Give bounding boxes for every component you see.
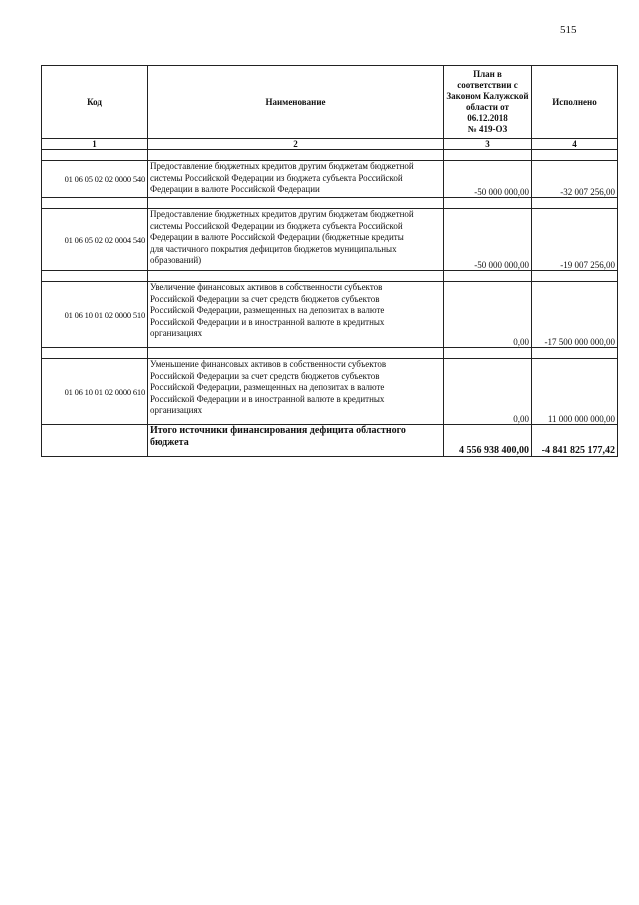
- column-number-3: 3: [444, 139, 532, 150]
- row-executed: -19 007 256,00: [532, 209, 618, 271]
- column-number-row: [42, 139, 618, 150]
- total-name: Итого источники финансирования дефицита областного бюджета: [148, 425, 444, 457]
- table-row: [42, 209, 618, 271]
- header-plan: План в соответствии с Законом Калужской области от 06.12.2018 № 419-ОЗ: [444, 66, 532, 139]
- spacer-row: [42, 348, 618, 359]
- row-name: Уменьшение финансовых активов в собственности субъектов Российской Федерации за счет средств бюджетов субъектов Российской Федерации, размещенных на депозитах в валюте Российской Федерации и в иностранной валюте в кредитных организациях: [148, 359, 444, 425]
- row-executed: 11 000 000 000,00: [532, 359, 618, 425]
- row-name: Предоставление бюджетных кредитов другим бюджетам бюджетной системы Российской Федерации из бюджета субъекта Российской Федерации в валюте Российской Федерации: [148, 161, 444, 198]
- row-code: 01 06 10 01 02 0000 510: [42, 282, 148, 348]
- header-executed: Исполнено: [532, 66, 618, 139]
- header-code: Код: [42, 66, 148, 139]
- table-row: [42, 359, 618, 425]
- page-number: 515: [560, 24, 577, 36]
- row-plan: -50 000 000,00: [444, 209, 532, 271]
- row-plan: -50 000 000,00: [444, 161, 532, 198]
- spacer-row: [42, 150, 618, 161]
- table-row: [42, 161, 618, 198]
- row-plan: 0,00: [444, 282, 532, 348]
- total-code: [42, 425, 148, 457]
- table-row: [42, 282, 618, 348]
- total-executed: -4 841 825 177,42: [532, 425, 618, 457]
- header-name: Наименование: [148, 66, 444, 139]
- column-number-1: 1: [42, 139, 148, 150]
- row-code: 01 06 05 02 02 0004 540: [42, 209, 148, 271]
- row-code: 01 06 10 01 02 0000 610: [42, 359, 148, 425]
- budget-sources-table: [41, 65, 618, 457]
- row-code: 01 06 05 02 02 0000 540: [42, 161, 148, 198]
- header-row: [42, 66, 618, 139]
- row-executed: -32 007 256,00: [532, 161, 618, 198]
- spacer-row: [42, 271, 618, 282]
- column-number-4: 4: [532, 139, 618, 150]
- row-name: Увеличение финансовых активов в собственности субъектов Российской Федерации за счет средств бюджетов субъектов Российской Федерации, размещенных на депозитах в валюте Российской Федерации и в иностранной валюте в кредитных организациях: [148, 282, 444, 348]
- spacer-row: [42, 198, 618, 209]
- row-plan: 0,00: [444, 359, 532, 425]
- total-row: [42, 425, 618, 457]
- row-name: Предоставление бюджетных кредитов другим бюджетам бюджетной системы Российской Федерации из бюджета субъекта Российской Федерации в валюте Российской Федерации (бюджетные кредиты для частичного покрытия дефицитов бюджетов муниципальных образований): [148, 209, 444, 271]
- total-plan: 4 556 938 400,00: [444, 425, 532, 457]
- column-number-2: 2: [148, 139, 444, 150]
- row-executed: -17 500 000 000,00: [532, 282, 618, 348]
